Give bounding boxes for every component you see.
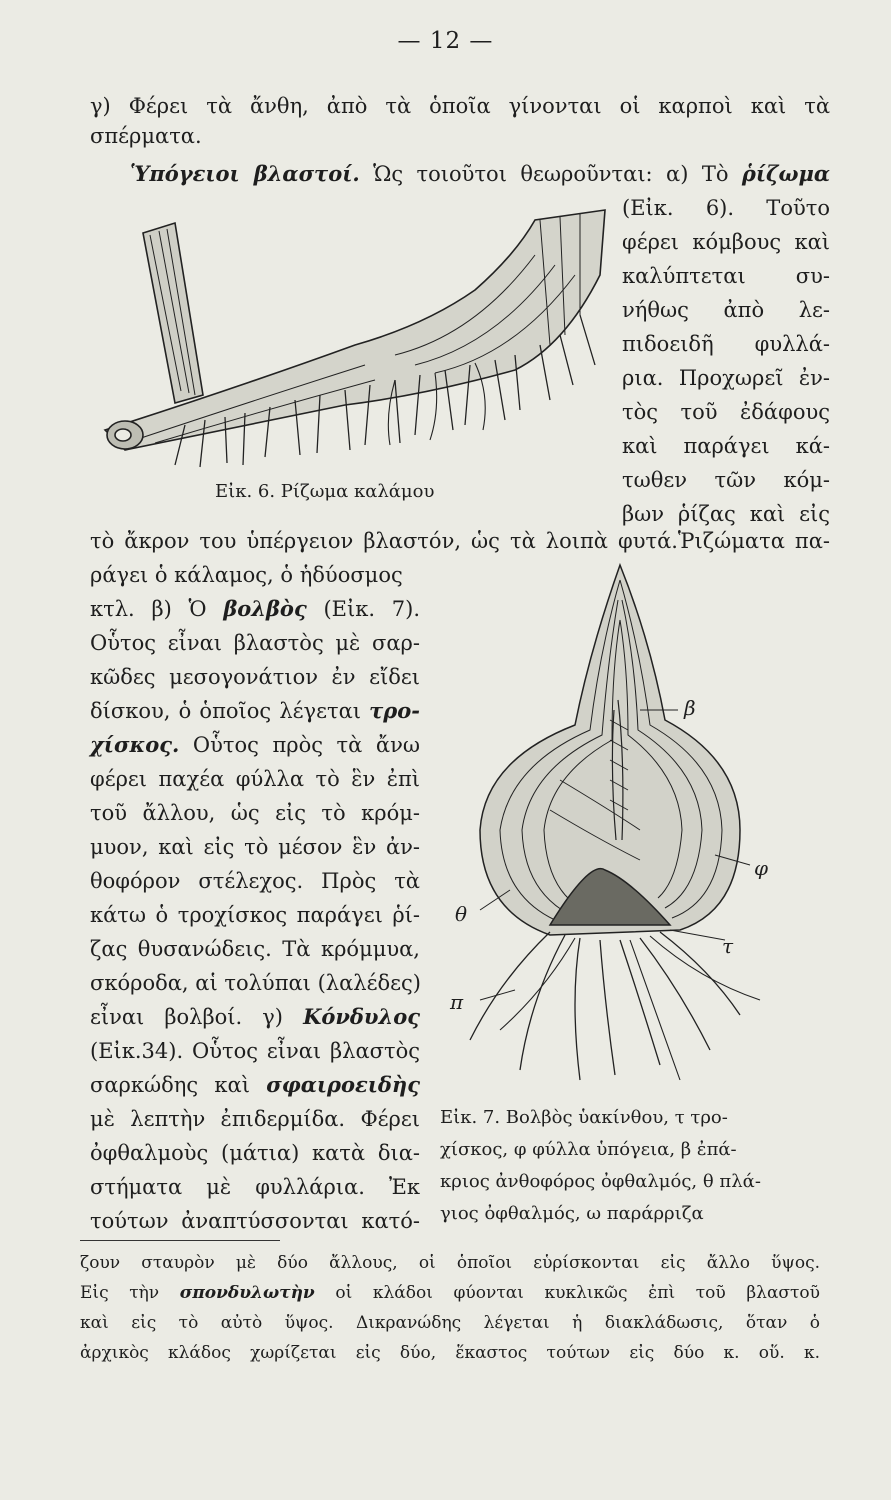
text-line: [90, 698, 420, 724]
page-number: — 12 —: [397, 28, 494, 54]
section-heading: Ὑπόγειοι βλαστοί.: [130, 161, 360, 186]
text-span: εἶναι βολβοί. γ): [90, 1005, 304, 1029]
text-line: τὸς τοῦ ἐδάφους: [622, 400, 830, 424]
figure-7-caption-line: χίσκος, φ φύλλα ὑπόγεια, β ἐπά-: [440, 1139, 737, 1160]
figure-7-caption-line: γιος ὀφθαλμός, ω παράρριζα: [440, 1203, 704, 1224]
text-line: ράγει ὁ κάλαμος, ὁ ἡδύοσμος: [90, 563, 403, 587]
text-line: τὸ ἄκρον του ὑπέργειον βλαστόν, ὡς τὰ λοιπὰ φυτά.Ῥιζώματα πα-: [90, 529, 830, 553]
text-line: [90, 596, 420, 622]
text-line: θοφόρον στέλεχος. Πρὸς τὰ: [90, 869, 420, 893]
text-line: τωθεν τῶν κόμ-: [622, 468, 830, 492]
figure-7-caption-line: κριος ἀνθοφόρος ὀφθαλμός, θ πλά-: [440, 1171, 761, 1192]
figure-7-label-tau: τ: [722, 934, 734, 958]
text-line: τούτων ἀναπτύσσονται κατό-: [90, 1209, 420, 1233]
term: βολβὸς: [223, 596, 307, 621]
text-line: βων ῥίζας καὶ εἰς: [622, 502, 830, 526]
footnote-line: καὶ εἰς τὸ αὐτὸ ὕψος. Δικρανώδης λέγεται ἡ διακλάδωσις, ὅταν ὁ: [80, 1313, 820, 1333]
term: σφαιροειδὴς: [266, 1072, 420, 1097]
figure-7-label-b: β: [684, 696, 696, 720]
text-line: Οὗτος εἶναι βλαστὸς μὲ σαρ-: [90, 631, 420, 655]
figure-6-rhizome-illustration: [95, 195, 615, 475]
text-line: καὶ παράγει κά-: [622, 434, 830, 458]
text-line: ὀφθαλμοὺς (μάτια) κατὰ δια-: [90, 1141, 420, 1165]
figure-7-label-phi: φ: [754, 856, 769, 880]
text-line: (Εἰκ.34). Οὗτος εἶναι βλαστὸς: [90, 1039, 420, 1063]
text-span: δίσκου, ὁ ὁποῖος λέγεται: [90, 699, 370, 723]
text-line: καλύπτεται συ-: [622, 264, 830, 288]
text-line: [130, 161, 830, 187]
text-span: (Εἰκ. 7).: [306, 597, 420, 621]
term: ῥίζωμα: [741, 161, 830, 186]
text-line: [90, 1004, 420, 1030]
text-line: φέρει παχέα φύλλα τὸ ἓν ἐπὶ: [90, 767, 420, 791]
text-line: τοῦ ἄλλου, ὡς εἰς τὸ κρόμ-: [90, 801, 420, 825]
text-line: γ) Φέρει τὰ ἄνθη, ἀπὸ τὰ ὁποῖα γίνονται οἱ καρποὶ καὶ τὰ: [90, 94, 830, 118]
figure-7-bulb-illustration: [440, 560, 820, 1090]
text-line: σκόροδα, αἱ τολύπαι (λαλέδες): [90, 971, 421, 995]
text-span: Εἰς τὴν: [80, 1283, 180, 1303]
footnote-divider: [80, 1240, 280, 1241]
text-line: [90, 1072, 420, 1098]
figure-7-caption-line: Εἰκ. 7. Βολβὸς ὑακίνθου, τ τρο-: [440, 1107, 728, 1128]
term: τρο-: [369, 698, 420, 723]
text-line: πιδοειδῆ φυλλά-: [622, 332, 830, 356]
text-span: σαρκώδης καὶ: [90, 1073, 267, 1097]
figure-6-caption: Εἰκ. 6. Ρίζωμα καλάμου: [215, 481, 435, 502]
text-line: νήθως ἀπὸ λε-: [622, 298, 830, 322]
text-line: στήματα μὲ φυλλάρια. Ἐκ: [90, 1175, 420, 1199]
term: χίσκος.: [90, 732, 180, 757]
text-line: μὲ λεπτὴν ἐπιδερμίδα. Φέρει: [90, 1107, 420, 1131]
footnote-line: ἀρχικὸς κλάδος χωρίζεται εἰς δύο, ἕκαστος τούτων εἰς δύο κ. οὕ. κ.: [80, 1343, 820, 1363]
text-line: σπέρματα.: [90, 124, 202, 148]
text-span: οἱ κλάδοι φύονται κυκλικῶς ἐπὶ τοῦ βλαστοῦ: [314, 1283, 821, 1303]
text-span: κτλ. β) Ὁ: [90, 597, 224, 621]
text-line: ρια. Προχωρεῖ ἐν-: [622, 366, 830, 390]
text-line: φέρει κόμβους καὶ: [622, 230, 830, 254]
footnote-line: [80, 1280, 820, 1307]
text-span: Οὗτος πρὸς τὰ ἄνω: [179, 733, 420, 757]
text-line: μυον, καὶ εἰς τὸ μέσον ἓν ἀν-: [90, 835, 420, 859]
text-line: (Εἰκ. 6). Τοῦτο: [622, 196, 830, 220]
text-line: [90, 732, 420, 758]
text-line: ζας θυσανώδεις. Τὰ κρόμμυα,: [90, 937, 420, 961]
text-span: Ὡς τοιοῦτοι θεωροῦνται: α) Τὸ: [359, 162, 742, 186]
figure-7-label-pi: π: [450, 990, 464, 1014]
footnote-line: ζουν σταυρὸν μὲ δύο ἄλλους, οἱ ὁποῖοι εὑρίσκονται εἰς ἄλλο ὕψος.: [80, 1253, 820, 1273]
term: σπονδυλωτὴν: [179, 1283, 315, 1303]
text-line: κάτω ὁ τροχίσκος παράγει ῥί-: [90, 903, 420, 927]
figure-7-label-theta: θ: [455, 902, 468, 926]
text-line: κῶδες μεσογονάτιον ἐν εἴδει: [90, 665, 420, 689]
term: Κόνδυλος: [303, 1004, 420, 1029]
